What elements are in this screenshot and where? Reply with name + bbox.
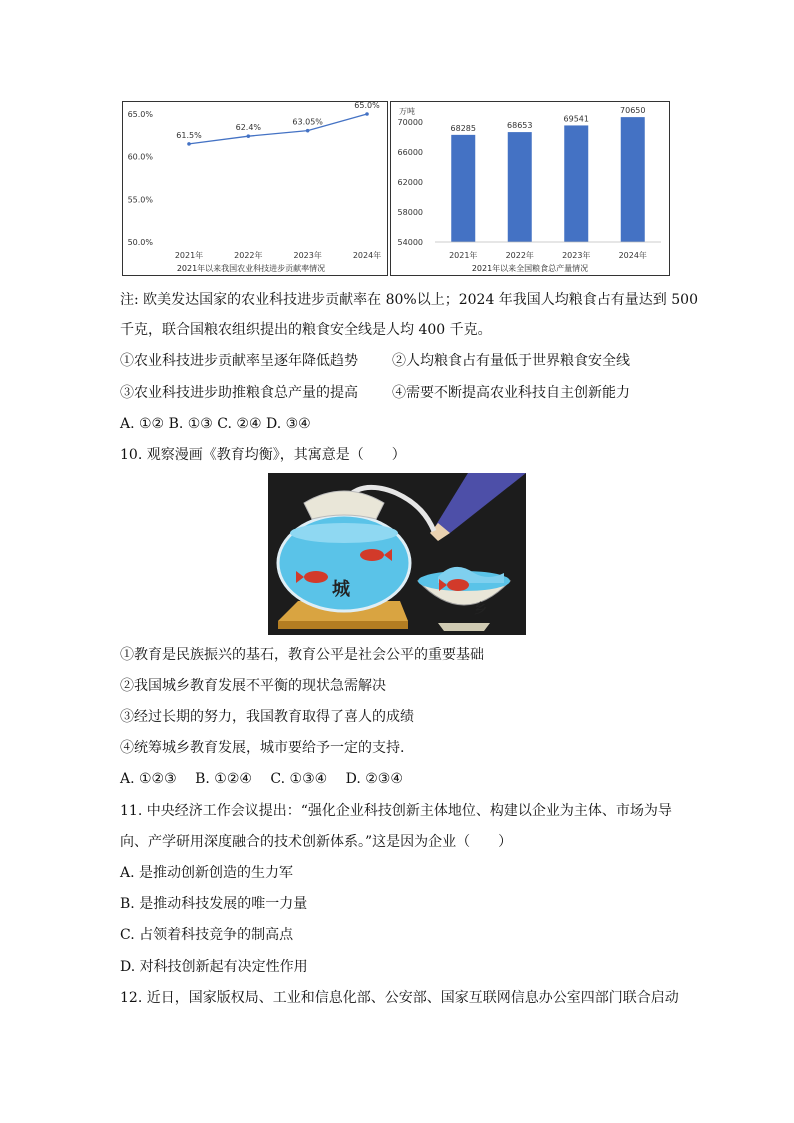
q9-note-line1: 注: 欧美发达国家的农业科技进步贡献率在 80%以上；2024 年我国人均粮食占有量达到 500 (120, 292, 698, 308)
x-tick-label: 2023年 (293, 251, 322, 260)
data-label: 63.05% (292, 117, 323, 127)
x-tick-label: 2021年 (449, 251, 478, 260)
data-point (306, 129, 310, 133)
unit-label: 万吨 (399, 107, 415, 116)
x-tick-label: 2024年 (352, 251, 382, 260)
data-point (247, 134, 251, 138)
data-label: 68285 (450, 123, 476, 133)
q9-option-2: ②人均粮食占有量低于世界粮食安全线 (392, 353, 630, 369)
x-tick-label: 2024年 (618, 251, 647, 260)
chart-title: 2021年以来全国粮食总产量情况 (471, 264, 589, 273)
data-label: 68653 (507, 121, 533, 131)
q10-statement-2: ②我国城乡教育发展不平衡的现状急需解决 (120, 678, 386, 694)
y-tick-label: 60.0% (127, 152, 153, 162)
q11-option-c: C. 占领着科技竞争的制高点 (120, 927, 294, 943)
q9-option-1: ①农业科技进步贡献率呈逐年降低趋势 (120, 353, 358, 369)
data-label: 61.5% (176, 130, 202, 140)
q10-statement-3: ③经过长期的努力，我国教育取得了喜人的成绩 (120, 709, 414, 725)
q11-stem-line1: 11. 中央经济工作会议提出：“强化企业科技创新主体地位、构建以企业为主体、市场为导 (120, 803, 672, 819)
y-tick-label: 58000 (397, 208, 423, 217)
y-tick-label: 62000 (397, 178, 423, 187)
data-label: 70650 (620, 106, 646, 116)
cartoon-education-balance (268, 473, 526, 635)
y-tick-label: 70000 (397, 118, 423, 127)
bar (508, 132, 532, 242)
cartoon-city-label: 城 (332, 579, 350, 600)
series-line (189, 114, 367, 144)
q10-answer-choices: A. ①②③ B. ①②④ C. ①③④ D. ②③④ (120, 771, 403, 787)
x-tick-label: 2021年 (174, 251, 204, 260)
chart-ag-tech-contribution (122, 101, 388, 276)
bar-chart-svg (391, 102, 669, 275)
data-label: 62.4% (235, 123, 262, 133)
x-tick-label: 2022年 (505, 251, 534, 260)
q12-stem-line1: 12. 近日，国家版权局、工业和信息化部、公安部、国家互联网信息办公室四部门联合启动 (120, 990, 679, 1006)
chart-grain-output (390, 101, 670, 276)
q9-option-3: ③农业科技进步助推粮食总产量的提高 (120, 385, 358, 401)
y-tick-label: 54000 (397, 238, 423, 247)
x-tick-label: 2022年 (234, 251, 263, 260)
q10-statement-4: ④统筹城乡教育发展，城市要给予一定的支持. (120, 740, 405, 756)
data-label: 69541 (563, 114, 589, 124)
bar (621, 117, 645, 242)
q9-note-line2: 千克，联合国粮农组织提出的粮食安全线是人均 400 千克。 (120, 322, 492, 338)
data-point (187, 142, 191, 146)
data-label: 65.0% (354, 102, 380, 110)
x-tick-label: 2023年 (562, 251, 591, 260)
bar (564, 125, 588, 242)
q11-stem-line2: 向、产学研用深度融合的技术创新体系。”这是因为企业（ ） (120, 834, 513, 850)
q10-stem: 10. 观察漫画《教育均衡》，其寓意是（ ） (120, 447, 406, 463)
y-tick-label: 50.0% (127, 238, 153, 247)
cartoon-rural-label: 乡 (474, 602, 488, 617)
chart-title: 2021年以来我国农业科技进步贡献率情况 (176, 264, 326, 273)
y-tick-label: 65.0% (127, 110, 153, 119)
data-point (365, 112, 369, 116)
q11-option-a: A. 是推动创新创造的生力军 (120, 865, 294, 881)
q9-answer-choices: A. ①② B. ①③ C. ②④ D. ③④ (120, 416, 311, 432)
line-chart-svg (123, 102, 387, 275)
y-tick-label: 55.0% (127, 195, 153, 205)
q11-option-d: D. 对科技创新起有决定性作用 (120, 959, 308, 975)
bar (451, 135, 475, 242)
cartoon-illustration (268, 473, 526, 635)
q10-statement-1: ①教育是民族振兴的基石，教育公平是社会公平的重要基础 (120, 647, 484, 663)
y-tick-label: 66000 (397, 148, 423, 157)
q11-option-b: B. 是推动科技发展的唯一力量 (120, 896, 308, 912)
q9-option-4: ④需要不断提高农业科技自主创新能力 (392, 385, 630, 401)
